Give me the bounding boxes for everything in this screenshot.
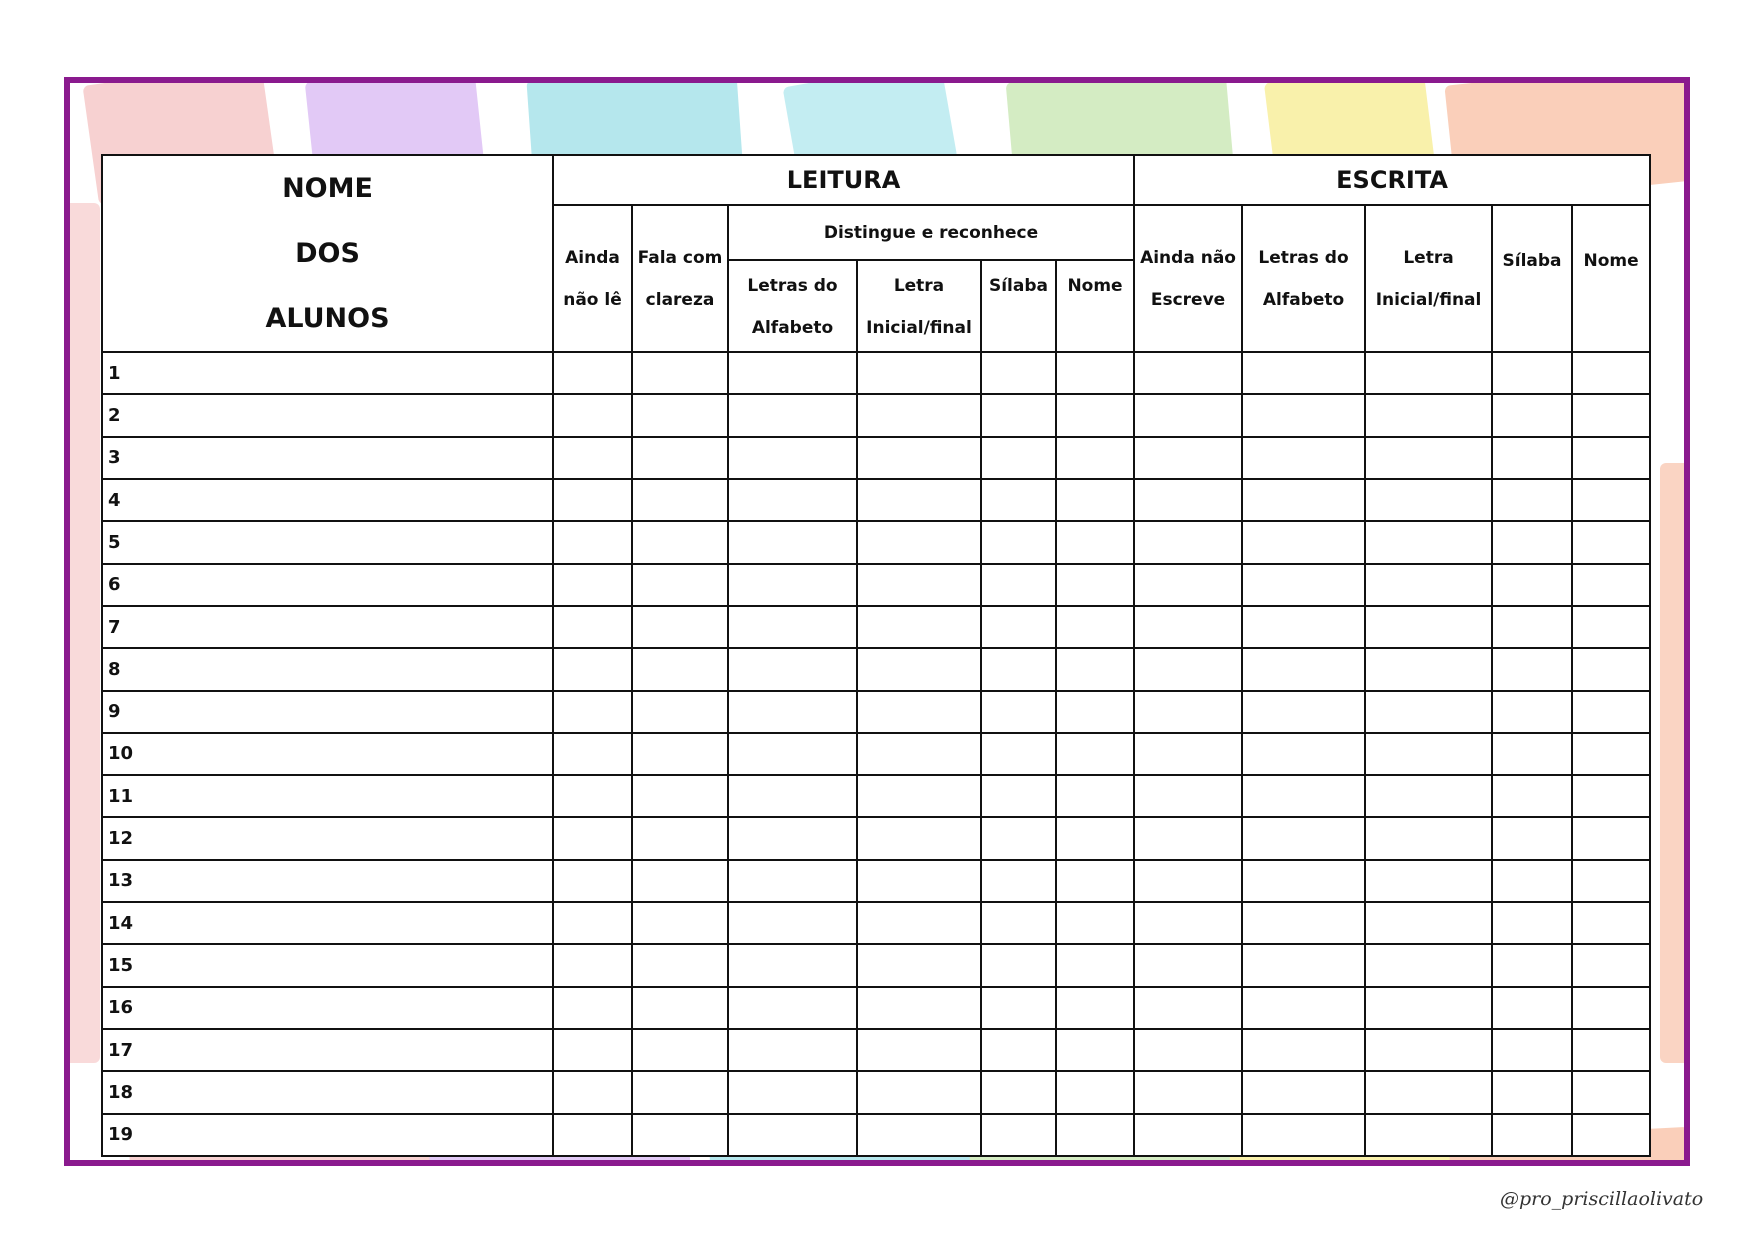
blank-cell[interactable] bbox=[728, 775, 857, 817]
blank-cell[interactable] bbox=[1492, 437, 1572, 479]
row-number[interactable]: 11 bbox=[102, 775, 553, 817]
row-number[interactable]: 4 bbox=[102, 479, 553, 521]
blank-cell[interactable] bbox=[632, 987, 728, 1029]
blank-cell[interactable] bbox=[1572, 1071, 1650, 1113]
blank-cell[interactable] bbox=[1492, 691, 1572, 733]
blank-cell[interactable] bbox=[1572, 437, 1650, 479]
blank-cell[interactable] bbox=[1572, 1114, 1650, 1156]
blank-cell[interactable] bbox=[1572, 817, 1650, 859]
blank-cell[interactable] bbox=[857, 394, 981, 436]
blank-cell[interactable] bbox=[1242, 733, 1365, 775]
blank-cell[interactable] bbox=[1134, 860, 1242, 902]
header-ainda-nao-escreve bbox=[1134, 205, 1242, 352]
blank-cell[interactable] bbox=[1492, 564, 1572, 606]
blank-cell[interactable] bbox=[1365, 437, 1492, 479]
blank-cell[interactable] bbox=[632, 691, 728, 733]
blank-cell[interactable] bbox=[857, 521, 981, 563]
blank-cell[interactable] bbox=[857, 1029, 981, 1071]
blank-cell[interactable] bbox=[1572, 733, 1650, 775]
blank-cell[interactable] bbox=[1572, 860, 1650, 902]
row-number[interactable]: 9 bbox=[102, 691, 553, 733]
row-number[interactable]: 2 bbox=[102, 394, 553, 436]
blank-cell[interactable] bbox=[553, 775, 632, 817]
blank-cell[interactable] bbox=[1242, 352, 1365, 394]
blank-cell[interactable] bbox=[553, 352, 632, 394]
table-row bbox=[102, 944, 1650, 986]
blank-cell[interactable] bbox=[728, 902, 857, 944]
blank-cell[interactable] bbox=[981, 1071, 1056, 1113]
blank-cell[interactable] bbox=[857, 648, 981, 690]
table-row bbox=[102, 1029, 1650, 1071]
blank-cell[interactable] bbox=[1056, 606, 1134, 648]
blank-cell[interactable] bbox=[1492, 733, 1572, 775]
blank-cell[interactable] bbox=[553, 733, 632, 775]
blank-cell[interactable] bbox=[1365, 775, 1492, 817]
blank-cell[interactable] bbox=[1492, 479, 1572, 521]
blank-cell[interactable] bbox=[1242, 902, 1365, 944]
header-leitura-letras-alfabeto bbox=[728, 260, 857, 352]
blank-cell[interactable] bbox=[1242, 479, 1365, 521]
blank-cell[interactable] bbox=[728, 564, 857, 606]
blank-cell[interactable] bbox=[1365, 733, 1492, 775]
blank-cell[interactable] bbox=[1492, 1114, 1572, 1156]
blank-cell[interactable] bbox=[553, 1029, 632, 1071]
blank-cell[interactable] bbox=[1242, 394, 1365, 436]
blank-cell[interactable] bbox=[1056, 733, 1134, 775]
blank-cell[interactable] bbox=[981, 648, 1056, 690]
header-escrita-letra-inicial-final bbox=[1365, 205, 1492, 352]
blank-cell[interactable] bbox=[632, 521, 728, 563]
header-distingue-reconhece: Distingue e reconhece bbox=[728, 205, 1134, 260]
blank-cell[interactable] bbox=[1134, 775, 1242, 817]
blank-cell[interactable] bbox=[1242, 1029, 1365, 1071]
row-number[interactable]: 5 bbox=[102, 521, 553, 563]
blank-cell[interactable] bbox=[1365, 564, 1492, 606]
table-row bbox=[102, 352, 1650, 394]
header-leitura-nome bbox=[1056, 260, 1134, 352]
header-escrita-nome bbox=[1572, 205, 1650, 352]
row-number[interactable]: 18 bbox=[102, 1071, 553, 1113]
blank-cell[interactable] bbox=[1134, 1114, 1242, 1156]
blank-cell[interactable] bbox=[1056, 1071, 1134, 1113]
blank-cell[interactable] bbox=[728, 1071, 857, 1113]
table-row bbox=[102, 564, 1650, 606]
blank-cell[interactable] bbox=[1572, 606, 1650, 648]
blank-cell[interactable] bbox=[553, 479, 632, 521]
blank-cell[interactable] bbox=[632, 479, 728, 521]
blank-cell[interactable] bbox=[981, 691, 1056, 733]
blank-cell[interactable] bbox=[1365, 691, 1492, 733]
blank-cell[interactable] bbox=[1242, 521, 1365, 563]
blank-cell[interactable] bbox=[1492, 648, 1572, 690]
blank-cell[interactable] bbox=[1492, 902, 1572, 944]
blank-cell[interactable] bbox=[981, 352, 1056, 394]
blank-cell[interactable] bbox=[1056, 437, 1134, 479]
blank-cell[interactable] bbox=[632, 648, 728, 690]
blank-cell[interactable] bbox=[1572, 691, 1650, 733]
blank-cell[interactable] bbox=[1134, 352, 1242, 394]
header-nome-line-1: NOME bbox=[282, 173, 373, 204]
blank-cell[interactable] bbox=[1492, 606, 1572, 648]
blank-cell[interactable] bbox=[553, 437, 632, 479]
author-credit: @pro_priscillaolivato bbox=[1500, 1188, 1704, 1210]
header-escrita: ESCRITA bbox=[1134, 155, 1650, 205]
blank-cell[interactable] bbox=[728, 1029, 857, 1071]
blank-cell[interactable] bbox=[1492, 1071, 1572, 1113]
blank-cell[interactable] bbox=[1134, 394, 1242, 436]
blank-cell[interactable] bbox=[632, 733, 728, 775]
blank-cell[interactable] bbox=[632, 1114, 728, 1156]
blank-cell[interactable] bbox=[857, 944, 981, 986]
header-leitura-letra-inicial-final-line-2: Inicial/final bbox=[866, 318, 972, 338]
header-leitura-letra-inicial-final-line-1: Letra bbox=[893, 276, 945, 296]
row-number[interactable]: 14 bbox=[102, 902, 553, 944]
blank-cell[interactable] bbox=[981, 1029, 1056, 1071]
blank-cell[interactable] bbox=[632, 902, 728, 944]
blank-cell[interactable] bbox=[632, 817, 728, 859]
student-rows bbox=[102, 352, 1650, 1156]
blank-cell[interactable] bbox=[553, 394, 632, 436]
blank-cell[interactable] bbox=[1492, 352, 1572, 394]
blank-cell[interactable] bbox=[1365, 1029, 1492, 1071]
blank-cell[interactable] bbox=[728, 648, 857, 690]
blank-cell[interactable] bbox=[1056, 944, 1134, 986]
blank-cell[interactable] bbox=[981, 437, 1056, 479]
blank-cell[interactable] bbox=[1242, 987, 1365, 1029]
brush-stroke-orange-right bbox=[1660, 463, 1690, 1063]
blank-cell[interactable] bbox=[1572, 394, 1650, 436]
header-leitura-letras-alfabeto-line-1: Letras do bbox=[747, 276, 838, 296]
blank-cell[interactable] bbox=[553, 987, 632, 1029]
blank-cell[interactable] bbox=[553, 944, 632, 986]
blank-cell[interactable] bbox=[1572, 479, 1650, 521]
header-leitura-silaba-line-1: Sílaba bbox=[988, 276, 1048, 296]
blank-cell[interactable] bbox=[1572, 648, 1650, 690]
blank-cell[interactable] bbox=[1056, 648, 1134, 690]
blank-cell[interactable] bbox=[1365, 394, 1492, 436]
blank-cell[interactable] bbox=[728, 437, 857, 479]
blank-cell[interactable] bbox=[981, 902, 1056, 944]
blank-cell[interactable] bbox=[1056, 1029, 1134, 1071]
blank-cell[interactable] bbox=[553, 860, 632, 902]
blank-cell[interactable] bbox=[1134, 1071, 1242, 1113]
header-nome-line-3: ALUNOS bbox=[265, 303, 390, 334]
blank-cell[interactable] bbox=[1492, 987, 1572, 1029]
blank-cell[interactable] bbox=[553, 1114, 632, 1156]
blank-cell[interactable] bbox=[1572, 564, 1650, 606]
table-row bbox=[102, 817, 1650, 859]
blank-cell[interactable] bbox=[857, 860, 981, 902]
table-row bbox=[102, 437, 1650, 479]
blank-cell[interactable] bbox=[981, 521, 1056, 563]
blank-cell[interactable] bbox=[981, 606, 1056, 648]
blank-cell[interactable] bbox=[728, 944, 857, 986]
header-escrita-letras-alfabeto-line-2: Alfabeto bbox=[1262, 289, 1345, 310]
blank-cell[interactable] bbox=[1365, 648, 1492, 690]
table-row bbox=[102, 606, 1650, 648]
blank-cell[interactable] bbox=[728, 987, 857, 1029]
header-fala-com-clareza bbox=[632, 205, 728, 352]
blank-cell[interactable] bbox=[1242, 860, 1365, 902]
table-row bbox=[102, 691, 1650, 733]
row-number[interactable]: 3 bbox=[102, 437, 553, 479]
blank-cell[interactable] bbox=[728, 733, 857, 775]
table-row bbox=[102, 1114, 1650, 1156]
blank-cell[interactable] bbox=[728, 521, 857, 563]
row-number[interactable]: 8 bbox=[102, 648, 553, 690]
blank-cell[interactable] bbox=[857, 564, 981, 606]
blank-cell[interactable] bbox=[553, 606, 632, 648]
blank-cell[interactable] bbox=[728, 479, 857, 521]
header-nome-line-2: DOS bbox=[295, 238, 360, 269]
blank-cell[interactable] bbox=[1492, 775, 1572, 817]
blank-cell[interactable] bbox=[632, 1071, 728, 1113]
row-number[interactable]: 7 bbox=[102, 606, 553, 648]
header-escrita-silaba-line-1: Sílaba bbox=[1502, 250, 1562, 271]
blank-cell[interactable] bbox=[553, 817, 632, 859]
blank-cell[interactable] bbox=[1365, 1071, 1492, 1113]
blank-cell[interactable] bbox=[632, 437, 728, 479]
header-escrita-letra-inicial-final-line-2: Inicial/final bbox=[1375, 289, 1482, 310]
blank-cell[interactable] bbox=[1134, 521, 1242, 563]
blank-cell[interactable] bbox=[728, 606, 857, 648]
blank-cell[interactable] bbox=[857, 987, 981, 1029]
blank-cell[interactable] bbox=[857, 606, 981, 648]
blank-cell[interactable] bbox=[553, 1071, 632, 1113]
blank-cell[interactable] bbox=[1056, 987, 1134, 1029]
header-ainda-nao-le bbox=[553, 205, 632, 352]
blank-cell[interactable] bbox=[1492, 860, 1572, 902]
blank-cell[interactable] bbox=[728, 691, 857, 733]
blank-cell[interactable] bbox=[553, 902, 632, 944]
blank-cell[interactable] bbox=[1492, 944, 1572, 986]
table-row bbox=[102, 733, 1650, 775]
header-escrita-letras-alfabeto-line-1: Letras do bbox=[1258, 247, 1349, 268]
table-row bbox=[102, 521, 1650, 563]
blank-cell[interactable] bbox=[857, 437, 981, 479]
blank-cell[interactable] bbox=[857, 902, 981, 944]
blank-cell[interactable] bbox=[1572, 521, 1650, 563]
blank-cell[interactable] bbox=[981, 817, 1056, 859]
blank-cell[interactable] bbox=[1492, 394, 1572, 436]
header-leitura-silaba bbox=[981, 260, 1056, 352]
blank-cell[interactable] bbox=[728, 817, 857, 859]
blank-cell[interactable] bbox=[1492, 817, 1572, 859]
blank-cell[interactable] bbox=[857, 352, 981, 394]
blank-cell[interactable] bbox=[981, 479, 1056, 521]
blank-cell[interactable] bbox=[857, 1071, 981, 1113]
brush-stroke-pink-left bbox=[64, 203, 100, 1063]
blank-cell[interactable] bbox=[1242, 564, 1365, 606]
blank-cell[interactable] bbox=[553, 564, 632, 606]
header-ainda-nao-escreve-line-1: Ainda não bbox=[1140, 247, 1236, 268]
header-leitura: LEITURA bbox=[553, 155, 1134, 205]
blank-cell[interactable] bbox=[632, 1029, 728, 1071]
row-number[interactable]: 15 bbox=[102, 944, 553, 986]
assessment-table bbox=[101, 154, 1651, 1157]
blank-cell[interactable] bbox=[1056, 352, 1134, 394]
blank-cell[interactable] bbox=[1134, 479, 1242, 521]
blank-cell[interactable] bbox=[1365, 987, 1492, 1029]
blank-cell[interactable] bbox=[981, 987, 1056, 1029]
blank-cell[interactable] bbox=[1134, 606, 1242, 648]
header-leitura-letras-alfabeto-line-2: Alfabeto bbox=[751, 318, 834, 338]
row-number[interactable]: 19 bbox=[102, 1114, 553, 1156]
header-escrita-silaba bbox=[1492, 205, 1572, 352]
blank-cell[interactable] bbox=[632, 564, 728, 606]
blank-cell[interactable] bbox=[728, 1114, 857, 1156]
row-number[interactable]: 16 bbox=[102, 987, 553, 1029]
blank-cell[interactable] bbox=[1365, 479, 1492, 521]
table-row bbox=[102, 1071, 1650, 1113]
blank-cell[interactable] bbox=[1572, 1029, 1650, 1071]
blank-cell[interactable] bbox=[1056, 521, 1134, 563]
blank-cell[interactable] bbox=[1365, 902, 1492, 944]
blank-cell[interactable] bbox=[728, 860, 857, 902]
blank-cell[interactable] bbox=[553, 691, 632, 733]
blank-cell[interactable] bbox=[857, 733, 981, 775]
blank-cell[interactable] bbox=[632, 860, 728, 902]
blank-cell[interactable] bbox=[1242, 817, 1365, 859]
blank-cell[interactable] bbox=[632, 944, 728, 986]
header-fala-com-clareza-line-2: clareza bbox=[645, 289, 715, 310]
blank-cell[interactable] bbox=[1242, 1114, 1365, 1156]
blank-cell[interactable] bbox=[1572, 902, 1650, 944]
header-ainda-nao-le-line-2: não lê bbox=[563, 289, 622, 310]
blank-cell[interactable] bbox=[1242, 606, 1365, 648]
blank-cell[interactable] bbox=[1365, 606, 1492, 648]
blank-cell[interactable] bbox=[1365, 860, 1492, 902]
table-row bbox=[102, 648, 1650, 690]
header-escrita-nome-line-1: Nome bbox=[1583, 250, 1639, 271]
blank-cell[interactable] bbox=[1134, 733, 1242, 775]
blank-cell[interactable] bbox=[1242, 944, 1365, 986]
blank-cell[interactable] bbox=[1572, 775, 1650, 817]
blank-cell[interactable] bbox=[728, 352, 857, 394]
blank-cell[interactable] bbox=[1056, 902, 1134, 944]
blank-cell[interactable] bbox=[1134, 648, 1242, 690]
blank-cell[interactable] bbox=[1134, 987, 1242, 1029]
table-row bbox=[102, 479, 1650, 521]
blank-cell[interactable] bbox=[1365, 944, 1492, 986]
table-row bbox=[102, 902, 1650, 944]
blank-cell[interactable] bbox=[1056, 479, 1134, 521]
blank-cell[interactable] bbox=[1492, 521, 1572, 563]
table-row bbox=[102, 860, 1650, 902]
blank-cell[interactable] bbox=[1365, 352, 1492, 394]
blank-cell[interactable] bbox=[1242, 1071, 1365, 1113]
blank-cell[interactable] bbox=[857, 691, 981, 733]
row-number[interactable]: 6 bbox=[102, 564, 553, 606]
blank-cell[interactable] bbox=[553, 648, 632, 690]
blank-cell[interactable] bbox=[1365, 521, 1492, 563]
blank-cell[interactable] bbox=[981, 733, 1056, 775]
blank-cell[interactable] bbox=[1134, 902, 1242, 944]
blank-cell[interactable] bbox=[1056, 564, 1134, 606]
header-leitura-nome-line-1: Nome bbox=[1067, 276, 1123, 296]
blank-cell[interactable] bbox=[1572, 987, 1650, 1029]
table-row bbox=[102, 394, 1650, 436]
blank-cell[interactable] bbox=[1242, 648, 1365, 690]
header-fala-com-clareza-line-1: Fala com bbox=[637, 247, 723, 268]
blank-cell[interactable] bbox=[1134, 691, 1242, 733]
table-row bbox=[102, 775, 1650, 817]
row-number[interactable]: 17 bbox=[102, 1029, 553, 1071]
blank-cell[interactable] bbox=[1134, 564, 1242, 606]
blank-cell[interactable] bbox=[1056, 817, 1134, 859]
row-number[interactable]: 1 bbox=[102, 352, 553, 394]
row-number[interactable]: 13 bbox=[102, 860, 553, 902]
blank-cell[interactable] bbox=[981, 394, 1056, 436]
blank-cell[interactable] bbox=[1365, 1114, 1492, 1156]
header-escrita-letras-alfabeto bbox=[1242, 205, 1365, 352]
blank-cell[interactable] bbox=[632, 606, 728, 648]
blank-cell[interactable] bbox=[632, 775, 728, 817]
blank-cell[interactable] bbox=[1365, 817, 1492, 859]
blank-cell[interactable] bbox=[981, 1114, 1056, 1156]
blank-cell[interactable] bbox=[1134, 1029, 1242, 1071]
blank-cell[interactable] bbox=[1492, 1029, 1572, 1071]
blank-cell[interactable] bbox=[1134, 944, 1242, 986]
blank-cell[interactable] bbox=[1056, 1114, 1134, 1156]
blank-cell[interactable] bbox=[632, 394, 728, 436]
table-row bbox=[102, 987, 1650, 1029]
row-number[interactable]: 12 bbox=[102, 817, 553, 859]
blank-cell[interactable] bbox=[1242, 437, 1365, 479]
row-number[interactable]: 10 bbox=[102, 733, 553, 775]
blank-cell[interactable] bbox=[857, 479, 981, 521]
blank-cell[interactable] bbox=[1056, 394, 1134, 436]
header-escrita-letra-inicial-final-line-1: Letra bbox=[1403, 247, 1454, 268]
blank-cell[interactable] bbox=[1242, 775, 1365, 817]
blank-cell[interactable] bbox=[1572, 352, 1650, 394]
blank-cell[interactable] bbox=[857, 775, 981, 817]
blank-cell[interactable] bbox=[728, 394, 857, 436]
blank-cell[interactable] bbox=[1572, 944, 1650, 986]
blank-cell[interactable] bbox=[857, 1114, 981, 1156]
blank-cell[interactable] bbox=[981, 775, 1056, 817]
blank-cell[interactable] bbox=[1242, 691, 1365, 733]
header-ainda-nao-escreve-line-2: Escreve bbox=[1150, 289, 1226, 310]
blank-cell[interactable] bbox=[1056, 860, 1134, 902]
blank-cell[interactable] bbox=[857, 817, 981, 859]
header-ainda-nao-le-line-1: Ainda bbox=[565, 247, 620, 268]
blank-cell[interactable] bbox=[981, 860, 1056, 902]
blank-cell[interactable] bbox=[1056, 775, 1134, 817]
blank-cell[interactable] bbox=[1134, 437, 1242, 479]
blank-cell[interactable] bbox=[632, 352, 728, 394]
blank-cell[interactable] bbox=[981, 564, 1056, 606]
blank-cell[interactable] bbox=[1056, 691, 1134, 733]
blank-cell[interactable] bbox=[553, 521, 632, 563]
header-leitura-letra-inicial-final bbox=[857, 260, 981, 352]
header-student-name bbox=[102, 155, 553, 352]
blank-cell[interactable] bbox=[1134, 817, 1242, 859]
blank-cell[interactable] bbox=[981, 944, 1056, 986]
